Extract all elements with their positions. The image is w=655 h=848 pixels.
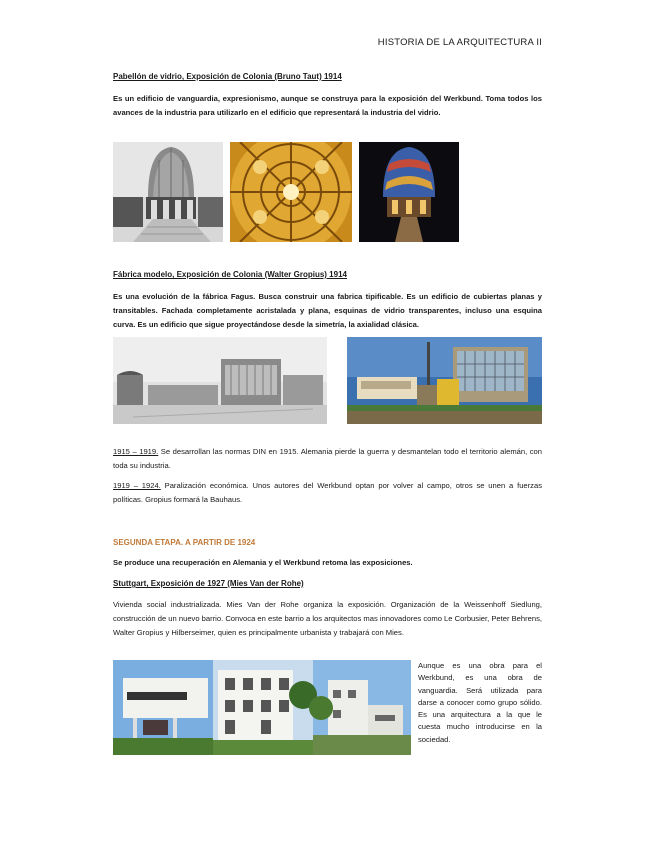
sidebar-paragraph-vanguard: Aunque es una obra para el Werkbund, es una obra de vanguardia. Será utilizada para darse a conocer como grupo sólido. Es una arquitectura a la que le cuesta mucho introducirse en la sociedad.	[418, 661, 542, 744]
paragraph-recovery: Se produce una recuperación en Alemania y el Werkbund retoma las exposiciones.	[113, 558, 413, 567]
heading-model-factory: Fábrica modelo, Exposición de Colonia (Walter Gropius) 1914	[113, 270, 347, 279]
date-1919-1924: 1919 – 1924.	[113, 481, 161, 490]
photo-weissenhof-collage	[113, 660, 411, 755]
text-1915-1919: Se desarrollan las normas DIN en 1915. Alemania pierde la guerra y desmantelan todo el territorio alemán, con toda su industria.	[113, 447, 542, 470]
photo-model-factory-historic	[113, 337, 327, 424]
text-1919-1924: Paralización económica. Unos autores del Werkbund optan por volver al campo, otros se unen a fuerzas políticas. Gropius formará la Bauhaus.	[113, 481, 542, 504]
paragraph-1915-1919	[113, 445, 542, 473]
photo-glass-pavilion-exterior	[113, 142, 223, 242]
paragraph-stuttgart: Vivienda social industrializada. Mies Van der Rohe organiza la exposición. Organización de la Weissenhoff Siedlung, construcción de un nuevo barrio. Convoca en este barrio a los arquitectos mas innovadores como Le Corbusier, Peter Behrens, Walter Gropius y Hilberseimer, quien es principalmente urbanista y trabajará con Mies.	[113, 600, 542, 637]
paragraph-1919-1924	[113, 479, 542, 507]
photo-glass-pavilion-night	[359, 142, 459, 242]
section-title-second-stage: SEGUNDA ETAPA. A PARTIR DE 1924	[113, 538, 256, 547]
heading-glass-pavilion: Pabellón de vidrio, Exposición de Colonia (Bruno Taut) 1914	[113, 72, 342, 81]
date-1915-1919: 1915 – 1919.	[113, 447, 159, 456]
photo-glass-pavilion-dome-interior	[230, 142, 352, 242]
paragraph-model-factory: Es una evolución de la fábrica Fagus. Busca construir una fabrica tipificable. Es un edificio de cubiertas planas y transitables. Fachada completamente acristalada y plana, esquinas de vidrio transparentes, incluso una esquina curva. Es un edificio que sigue proyectándose desde la simetría, la axialidad clásica.	[113, 292, 542, 329]
heading-stuttgart	[113, 579, 304, 588]
heading-stuttgart-text: Stuttgart, Exposición de 1927 (Mies Van der Rohe)	[113, 579, 304, 588]
running-header: HISTORIA DE LA ARQUITECTURA II	[377, 37, 542, 48]
photo-model-factory-reconstruction	[347, 337, 542, 424]
paragraph-glass-pavilion: Es un edificio de vanguardia, expresionismo, aunque se construya para la exposición del Werkbund. Toma todos los avances de la industria para utilizarlo en el edificio que representará la industria del vidrio.	[113, 94, 542, 117]
